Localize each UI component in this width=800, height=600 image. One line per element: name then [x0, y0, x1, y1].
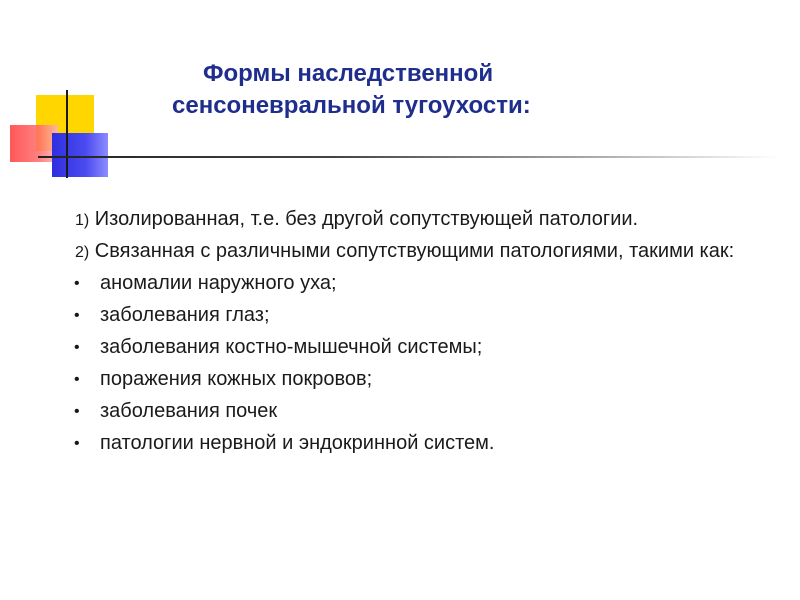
- item-text: Изолированная, т.е. без другой сопутствующей патологии.: [94, 208, 639, 230]
- item-text: Связанная с различными сопутствующими патологиями, такими как:: [94, 240, 735, 262]
- vertical-rule: [66, 90, 68, 178]
- bullet-icon: •: [74, 435, 80, 452]
- list-item: [72, 335, 755, 360]
- list-item: [72, 399, 755, 424]
- list-item: [72, 431, 755, 456]
- bullet-icon: •: [74, 307, 80, 324]
- list-item-text: заболевания глаз;: [100, 304, 270, 326]
- slide-title: [150, 58, 710, 122]
- slide-content: [75, 207, 755, 463]
- title-line-2: сенсоневральной тугоухости:: [172, 92, 531, 119]
- bullet-icon: •: [74, 403, 80, 420]
- numbered-item: [75, 207, 755, 233]
- list-item-text: аномалии наружного уха;: [100, 272, 337, 294]
- bullet-icon: •: [74, 275, 80, 292]
- item-number: 1): [75, 212, 90, 229]
- bullet-list: [75, 271, 755, 456]
- title-line-1: Формы наследственной: [203, 60, 494, 87]
- bullet-icon: •: [74, 371, 80, 388]
- item-number: 2): [75, 244, 90, 261]
- title-underline: [38, 156, 778, 158]
- list-item: [72, 303, 755, 328]
- blue-square: [52, 133, 108, 177]
- list-item: [72, 271, 755, 296]
- list-item-text: заболевания почек: [100, 400, 278, 422]
- bullet-icon: •: [74, 339, 80, 356]
- list-item-text: патологии нервной и эндокринной систем.: [100, 432, 495, 454]
- list-item-text: заболевания костно-мышечной системы;: [100, 336, 483, 358]
- numbered-item: [75, 239, 755, 265]
- list-item-text: поражения кожных покровов;: [100, 368, 373, 390]
- list-item: [72, 367, 755, 392]
